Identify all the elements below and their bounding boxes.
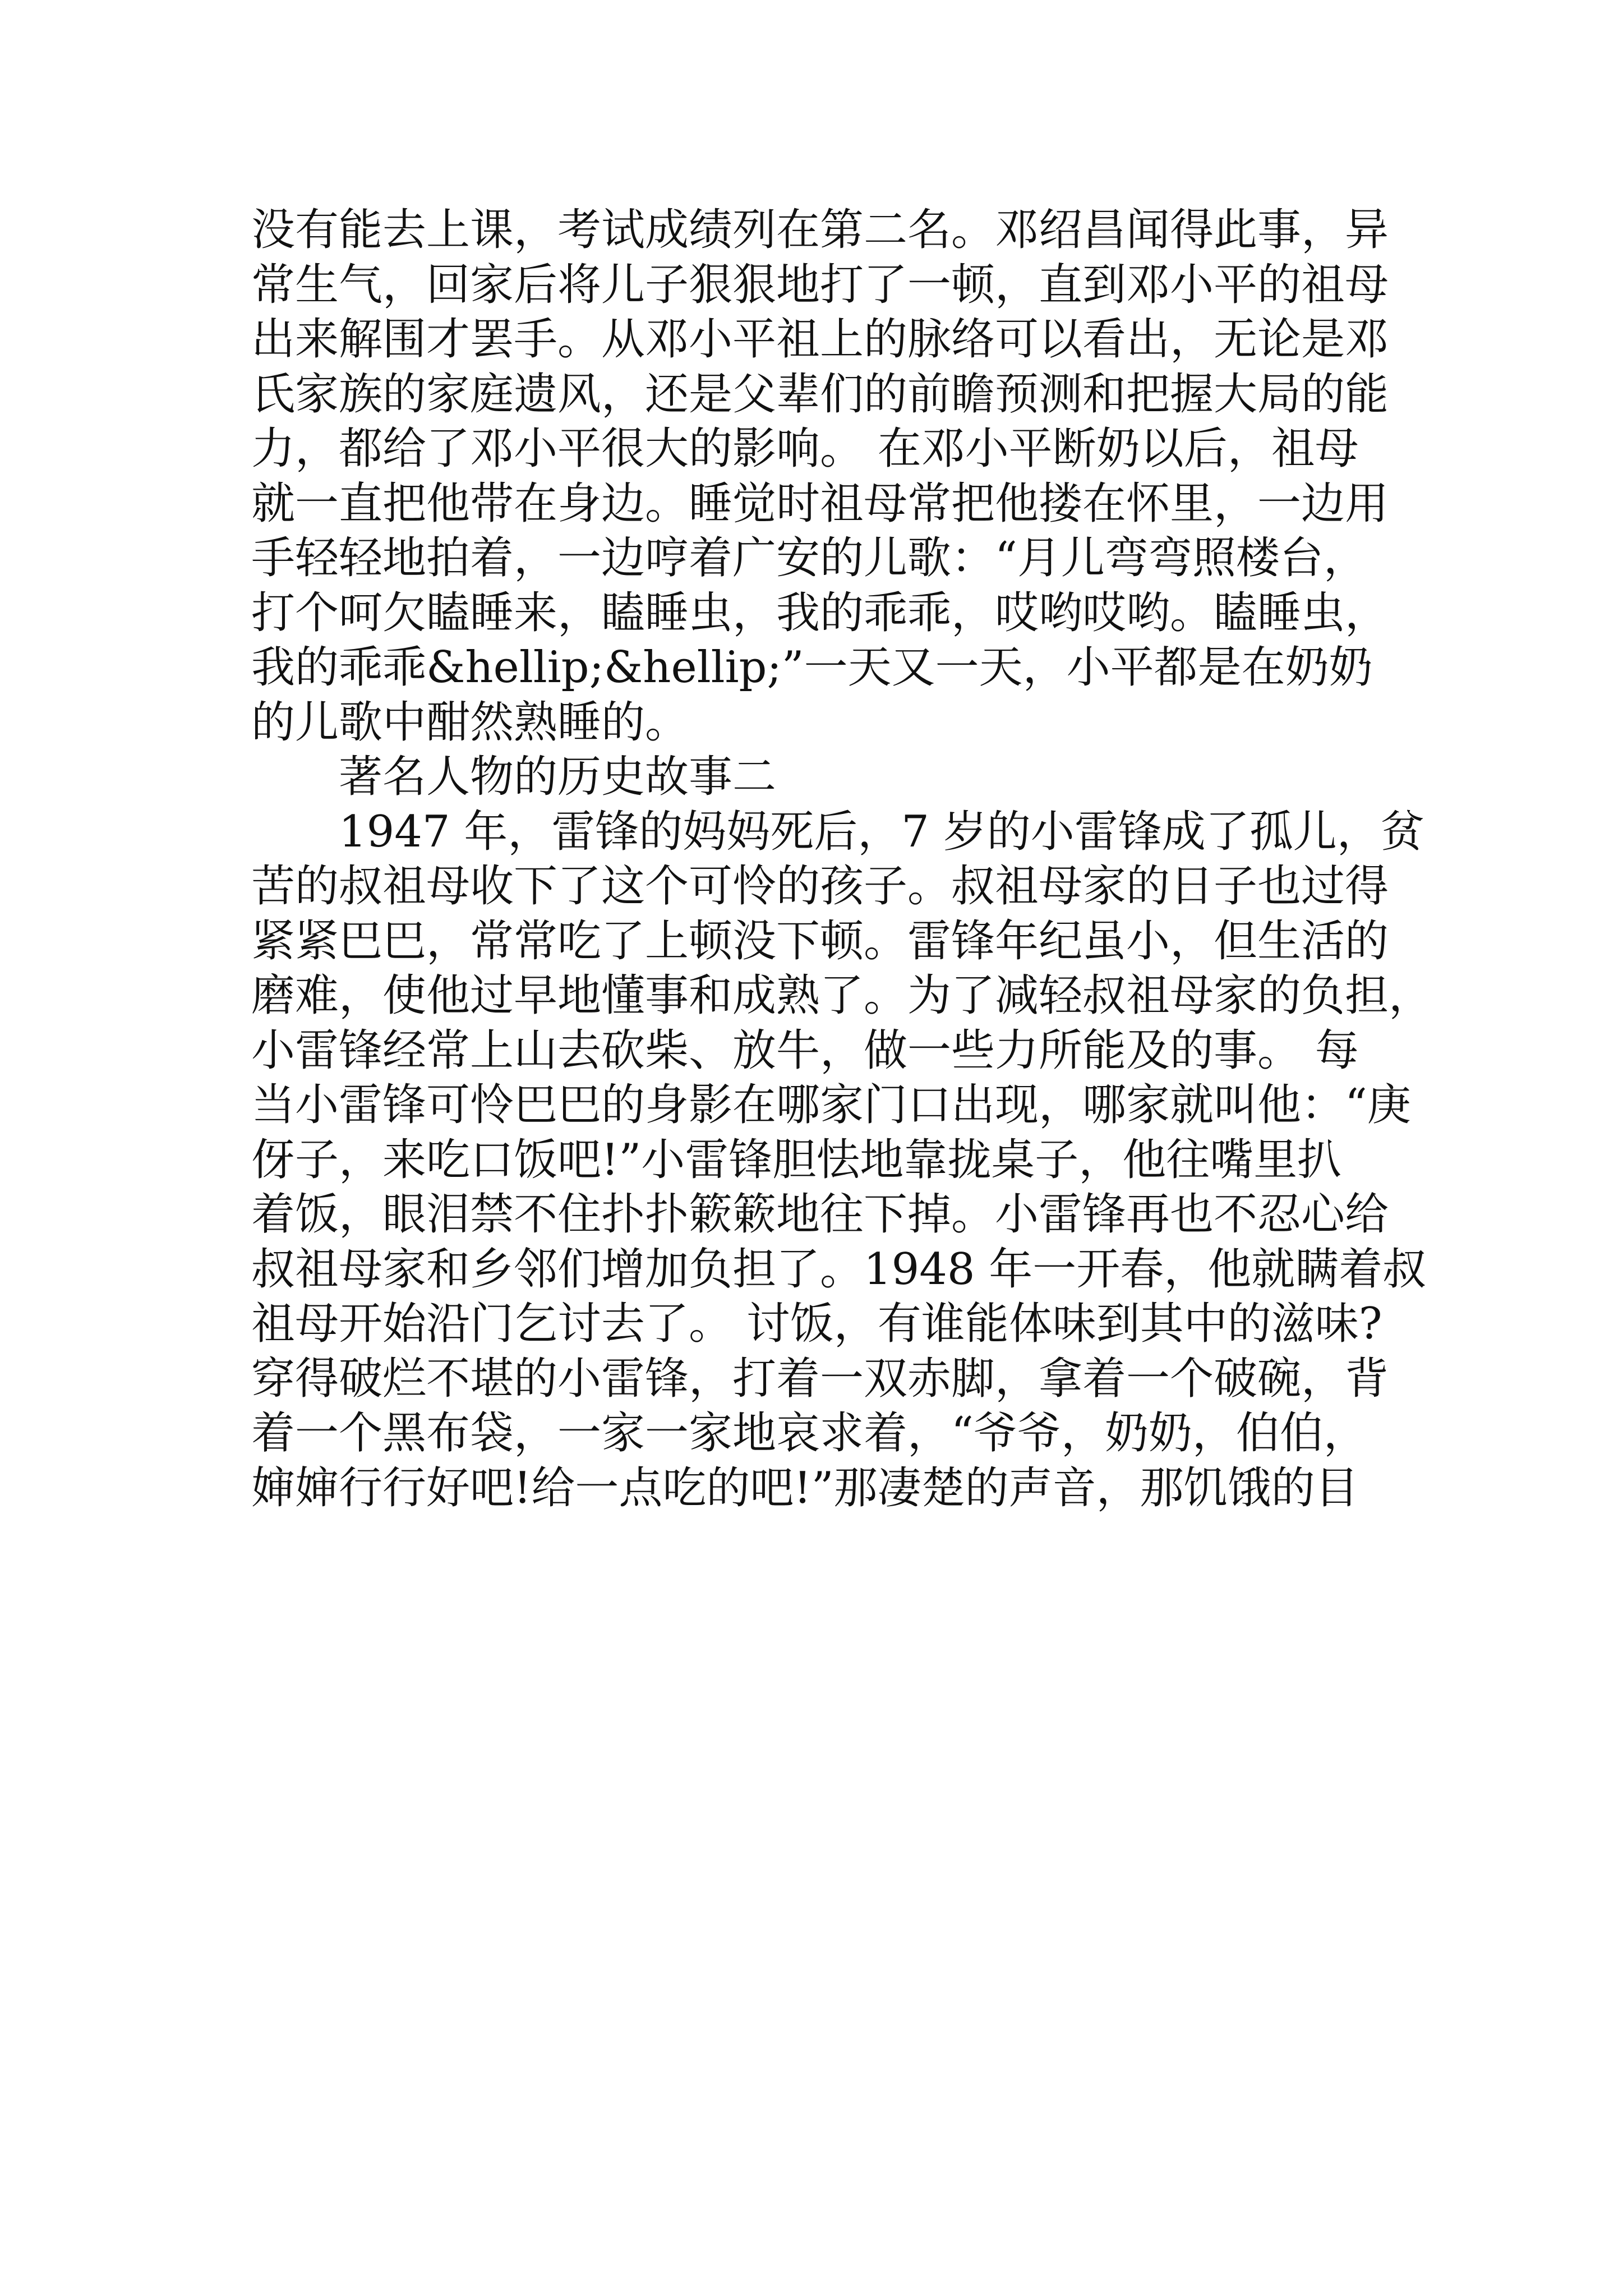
paragraph-line: 就一直把他带在身边。睡觉时祖母常把他搂在怀里，一边用 bbox=[251, 478, 1389, 529]
paragraph-line: 苦的叔祖母收下了这个可怜的孩子。叔祖母家的日子也过得 bbox=[251, 861, 1389, 912]
paragraph-line: 婶婶行行好吧!给一点吃的吧!”那凄楚的声音，那饥饿的目 bbox=[251, 1462, 1359, 1513]
paragraph-line: 打个呵欠瞌睡来，瞌睡虫，我的乖乖，哎哟哎哟。瞌睡虫， bbox=[251, 587, 1389, 638]
paragraph-line: 1947 年，雷锋的妈妈死后，7 岁的小雷锋成了孤儿，贫 bbox=[339, 806, 1424, 857]
paragraph-line: 出来解围才罢手。从邓小平祖上的脉络可以看出，无论是邓 bbox=[251, 314, 1389, 365]
paragraph-line: 祖母开始沿门乞讨去了。 讨饭，有谁能体味到其中的滋味? bbox=[251, 1299, 1382, 1349]
paragraph-line: 叔祖母家和乡邻们增加负担了。1948 年一开春，他就瞒着叔 bbox=[251, 1244, 1427, 1295]
paragraph-line: 伢子，来吃口饭吧!”小雷锋胆怯地靠拢桌子，他往嘴里扒 bbox=[251, 1134, 1341, 1185]
paragraph-line: 小雷锋经常上山去砍柴、放牛，做一些力所能及的事。 每 bbox=[251, 1025, 1359, 1076]
paragraph-line: 磨难，使他过早地懂事和成熟了。为了减轻叔祖母家的负担， bbox=[251, 970, 1433, 1021]
paragraph-line: 紧紧巴巴，常常吃了上顿没下顿。雷锋年纪虽小，但生活的 bbox=[251, 915, 1389, 967]
paragraph-line: 穿得破烂不堪的小雷锋，打着一双赤脚，拿着一个破碗，背 bbox=[251, 1353, 1389, 1404]
paragraph-line: 没有能去上课，考试成绩列在第二名。邓绍昌闻得此事，异 bbox=[251, 205, 1389, 255]
paragraph-line: 着饭，眼泪禁不住扑扑簌簌地往下掉。小雷锋再也不忍心给 bbox=[251, 1189, 1389, 1240]
document-body bbox=[251, 203, 1433, 1516]
paragraph-line: 力，都给了邓小平很大的影响。 在邓小平断奶以后，祖母 bbox=[251, 424, 1359, 474]
paragraph-line: 手轻轻地拍着，一边哼着广安的儿歌：“月儿弯弯照楼台， bbox=[251, 533, 1367, 583]
paragraph-line: 我的乖乖&hellip;&hellip;”一天又一天，小平都是在奶奶 bbox=[251, 642, 1373, 693]
paragraph-line: 常生气，回家后将儿子狠狠地打了一顿，直到邓小平的祖母 bbox=[251, 259, 1389, 310]
paragraph-line: 着一个黑布袋，一家一家地哀求着，“爷爷，奶奶，伯伯， bbox=[251, 1408, 1367, 1458]
section-heading: 著名人物的历史故事二 bbox=[339, 752, 777, 802]
paragraph-line: 的儿歌中酣然熟睡的。 bbox=[251, 697, 689, 748]
paragraph-line: 氏家族的家庭遗风，还是父辈们的前瞻预测和把握大局的能 bbox=[251, 369, 1389, 420]
paragraph-line: 当小雷锋可怜巴巴的身影在哪家门口出现，哪家就叫他：“庚 bbox=[251, 1080, 1411, 1130]
